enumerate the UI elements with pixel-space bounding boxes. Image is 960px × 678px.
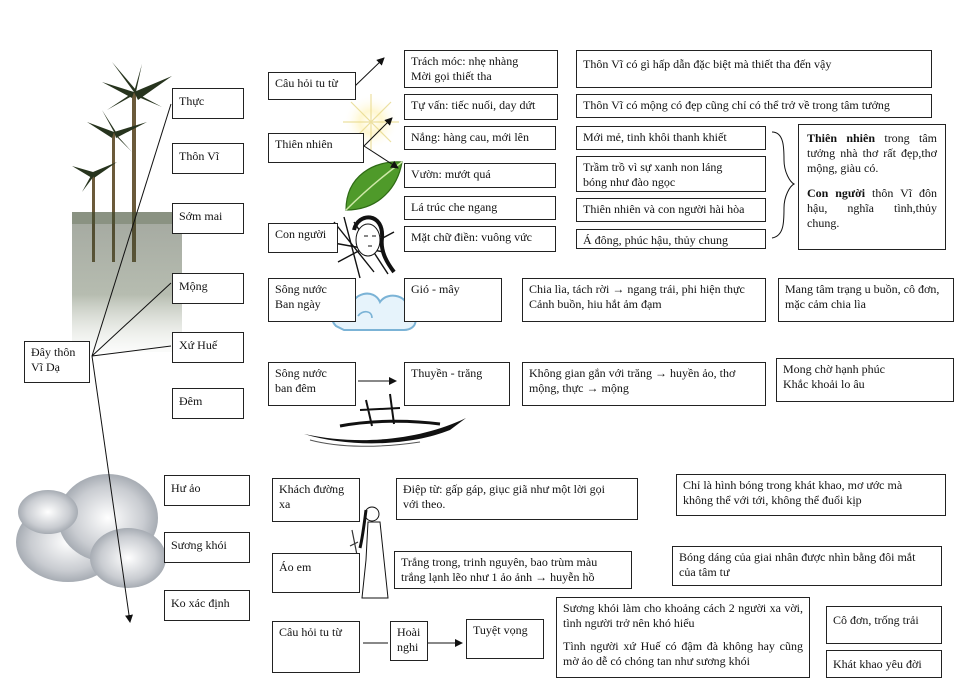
moi-me-box: Mới mẻ, tinh khôi thanh khiết: [576, 126, 766, 150]
branch-hu-ao: Hư ảo: [164, 475, 250, 506]
trang-trong-box: Trắng trong, trinh nguyên, bao trùm màu trắng lạnh lẽo như 1 ảo ảnh → huyễn hồ: [394, 551, 632, 589]
tam-trang-box: Mang tâm trạng u buồn, cô đơn, mặc cảm chia lìa: [778, 278, 954, 322]
branch-ko-xac-dinh: Ko xác định: [164, 590, 250, 621]
a-dong-box: Á đông, phúc hậu, thủy chung: [576, 229, 766, 249]
branch-thon-vi: Thôn Vĩ: [172, 143, 244, 174]
question-2-box: Thôn Vĩ có mộng có đẹp cũng chỉ có thể trở về trong tâm tưởng: [576, 94, 932, 118]
trach-moc-box: Trách móc: nhẹ nhàng Mời gọi thiết tha: [404, 50, 558, 88]
thuyen-trang-box: Thuyền - trăng: [404, 362, 510, 406]
hai-hoa-box: Thiên nhiên và con người hài hòa: [576, 198, 766, 222]
branch-xu-hue: Xứ Huế: [172, 332, 244, 363]
bong-dang-box: Bóng dáng của giai nhân được nhìn bằng đôi mắt của tâm tư: [672, 546, 942, 586]
vuon-box: Vườn: mướt quá: [404, 163, 556, 188]
khat-khao-box: Khát khao yêu đời: [826, 650, 942, 678]
tram-tro-box: Trầm trồ vì sự xanh non láng bóng như đào ngọc: [576, 156, 766, 192]
tu-van-box: Tự vấn: tiếc nuối, day dứt: [404, 94, 558, 120]
tuyet-vong-box: Tuyệt vọng: [466, 619, 544, 659]
mong-cho-box: Mong chờ hạnh phúc Khắc khoải lo âu: [776, 358, 954, 402]
la-truc-box: Lá trúc che ngang: [404, 196, 556, 220]
mat-chu-dien-box: Mặt chữ điền: vuông vức: [404, 226, 556, 252]
khach-duong-xa-node: Khách đường xa: [272, 478, 360, 522]
ao-em-node: Áo em: [272, 553, 360, 593]
chia-lia-box: Chia lìa, tách rời → ngang trái, phi hiện thực Cảnh buồn, hiu hắt ảm đạm: [522, 278, 766, 322]
song-nuoc-dem-node: Sông nước ban đêm: [268, 362, 356, 406]
khong-gian-box: Không gian gắn với trăng → huyền ảo, thơ mộng, thực → mộng: [522, 362, 766, 406]
branch-mong: Mộng: [172, 273, 244, 304]
song-nuoc-ngay-node: Sông nước Ban ngày: [268, 278, 356, 322]
suong-khoi-box: Sương khói làm cho khoảng cách 2 người xa vời, tình người trở nên khó hiểu Tình người xứ Huế có đậm đà không hay cũng mờ ảo dễ có chóng tan như sương khói: [556, 597, 810, 678]
branch-som-mai: Sớm mai: [172, 203, 244, 234]
thien-nhien-node: Thiên nhiên: [268, 133, 364, 163]
gio-may-box: Gió - mây: [404, 278, 502, 322]
root-node: Đây thôn Vĩ Dạ: [24, 341, 90, 383]
cau-hoi-tu-tu-node: Câu hỏi tu từ: [268, 72, 356, 100]
diep-tu-box: Điệp từ: gấp gáp, giục giã như một lời gọi với theo.: [396, 478, 638, 520]
con-nguoi-node: Con người: [268, 223, 338, 253]
branch-thuc: Thực: [172, 88, 244, 119]
branch-dem: Đêm: [172, 388, 244, 419]
chi-la-box: Chỉ là hình bóng trong khát khao, mơ ước mà không thể với tới, không thể đuổi kịp: [676, 474, 946, 516]
question-1-box: Thôn Vĩ có gì hấp dẫn đặc biệt mà thiết tha đến vậy: [576, 50, 932, 88]
nang-box: Nắng: hàng cau, mới lên: [404, 126, 556, 150]
branch-suong-khoi: Sương khói: [164, 532, 250, 563]
cau-hoi-tu-tu-node-2: Câu hỏi tu từ: [272, 621, 360, 673]
summary-box: Thiên nhiên trong tâm tưởng nhà thơ rất đẹp,thơ mộng, giàu có. Con người thôn Vĩ đôn hậu, nghĩa tình,thủy chung.: [798, 124, 946, 250]
hoai-nghi-box: Hoài nghi: [390, 621, 428, 661]
co-don-box: Cô đơn, trống trải: [826, 606, 942, 644]
